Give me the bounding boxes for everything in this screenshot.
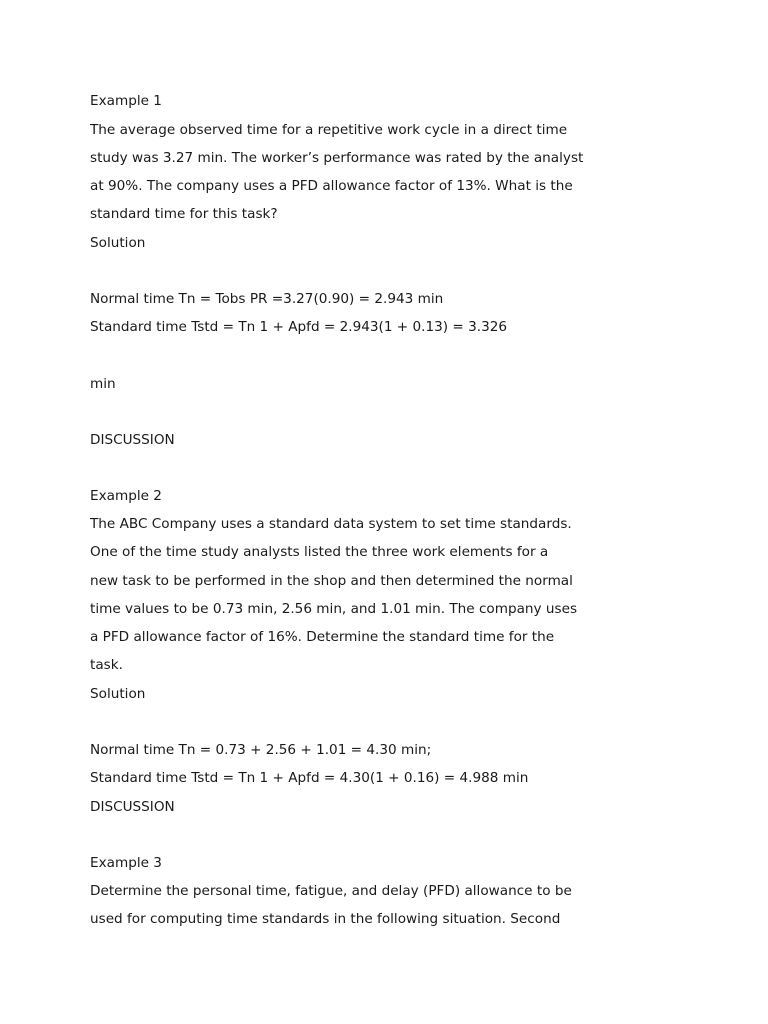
example-2-standard-time: Standard time Tstd = Tn 1 + Apfd = 4.30(1 + 0.16) = 4.988 min (90, 770, 529, 786)
example-3-text-line: used for computing time standards in the following situation. Second (90, 911, 561, 927)
example-1-normal-time: Normal time Tn = Tobs PR =3.27(0.90) = 2.943 min (90, 291, 444, 307)
example-2-text-line: time values to be 0.73 min, 2.56 min, and 1.01 min. The company uses (90, 601, 578, 617)
example-2-heading: Example 2 (90, 488, 162, 504)
example-1-text-line: The average observed time for a repetitive work cycle in a direct time (90, 122, 568, 138)
example-2-solution-label: Solution (90, 686, 146, 702)
example-2-text-line: The ABC Company uses a standard data system to set time standards. (90, 516, 572, 532)
example-3-heading: Example 3 (90, 855, 162, 871)
example-1-text-line: standard time for this task? (90, 206, 278, 222)
example-1-heading: Example 1 (90, 93, 162, 109)
example-2-text-line: a PFD allowance factor of 16%. Determine the standard time for the (90, 629, 555, 645)
example-2-text-line: task. (90, 657, 123, 673)
example-1-text-line: at 90%. The company uses a PFD allowance factor of 13%. What is the (90, 178, 573, 194)
example-2-text-line: new task to be performed in the shop and then determined the normal (90, 573, 573, 589)
example-2-normal-time: Normal time Tn = 0.73 + 2.56 + 1.01 = 4.30 min; (90, 742, 432, 758)
example-1-text-line: study was 3.27 min. The worker’s performance was rated by the analyst (90, 150, 584, 166)
example-2-discussion-label: DISCUSSION (90, 799, 175, 815)
example-1-standard-time: Standard time Tstd = Tn 1 + Apfd = 2.943(1 + 0.13) = 3.326 (90, 319, 508, 335)
example-1-unit: min (90, 376, 116, 392)
example-1-discussion-label: DISCUSSION (90, 432, 175, 448)
example-1-solution-label: Solution (90, 235, 146, 251)
example-3-text-line: Determine the personal time, fatigue, and delay (PFD) allowance to be (90, 883, 572, 899)
example-2-text-line: One of the time study analysts listed the three work elements for a (90, 544, 549, 560)
